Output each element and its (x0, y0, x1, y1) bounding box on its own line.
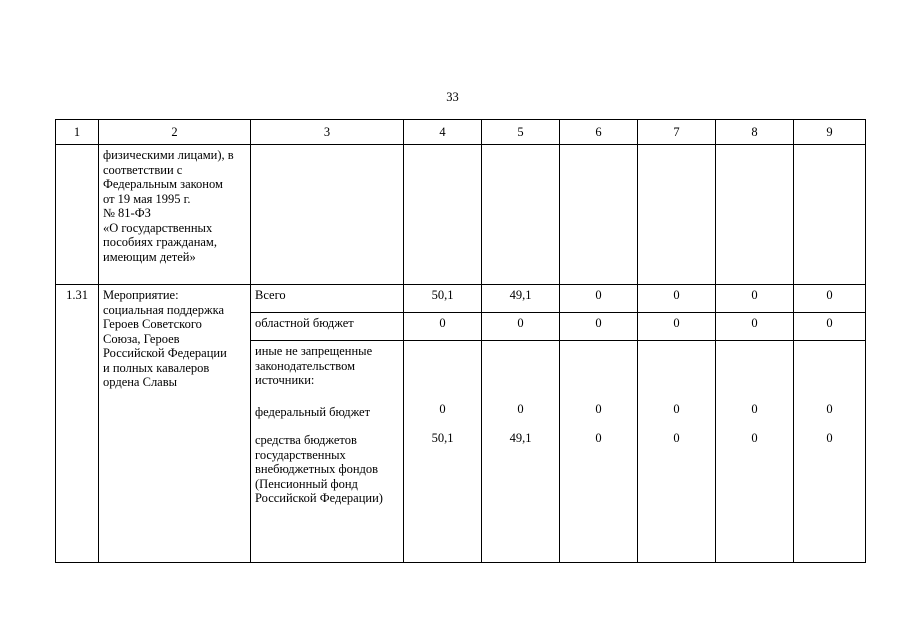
continuation-text-line: № 81-ФЗ (103, 206, 151, 220)
federal-value: 0 (595, 402, 602, 416)
sources-label-line: источники: (255, 373, 315, 387)
value-cell: 0 (560, 313, 638, 341)
row-label-regional: областной бюджет (251, 313, 404, 341)
funds-label-line: внебюджетных фондов (255, 462, 379, 476)
value-cell: 0 (638, 313, 716, 341)
item-title-line: Российской Федерации (103, 346, 227, 360)
funds-label-line: средства бюджетов (255, 433, 357, 447)
federal-value: 0 (439, 402, 446, 416)
item-title-cell (99, 285, 251, 563)
column-header: 4 (404, 120, 482, 145)
continuation-text-line: Федеральным законом (103, 177, 223, 191)
sources-label-cell (251, 341, 404, 563)
funds-value: 0 (751, 430, 758, 445)
continuation-text-line: пособиях гражданам, (103, 235, 217, 249)
budget-table (55, 119, 866, 563)
funds-label-line: (Пенсионный фонд (255, 476, 358, 491)
value-cell: 49,1 (482, 285, 560, 313)
value-column-cell (404, 341, 482, 563)
funds-value: 0 (673, 430, 680, 445)
item-title-line: социальная поддержка (103, 302, 225, 317)
funds-label-line: государственных (255, 447, 346, 462)
federal-value: 0 (826, 402, 833, 416)
item-number: 1.31 (56, 285, 99, 563)
value-cell: 0 (716, 285, 794, 313)
continuation-text-line: физическими лицами), в (103, 148, 234, 162)
continuation-row (56, 145, 866, 285)
empty-cell (482, 145, 560, 285)
value-cell: 0 (716, 313, 794, 341)
value-column-cell (560, 341, 638, 563)
continuation-text-line: соответствии с (103, 162, 183, 177)
sources-label-line: иные не запрещенные (255, 344, 373, 358)
column-header: 2 (99, 120, 251, 145)
value-column-cell (482, 341, 560, 563)
value-cell: 50,1 (404, 285, 482, 313)
empty-cell (560, 145, 638, 285)
column-header: 1 (56, 120, 99, 145)
column-header: 5 (482, 120, 560, 145)
column-header: 8 (716, 120, 794, 145)
federal-value: 0 (673, 402, 680, 416)
funds-value: 49,1 (509, 430, 532, 445)
empty-cell (794, 145, 866, 285)
sources-label-line: законодательством (255, 358, 356, 373)
value-cell: 0 (794, 285, 866, 313)
item-title-line: Мероприятие: (103, 288, 179, 302)
item-title-line: Героев Советского (103, 317, 202, 331)
funds-value: 0 (826, 430, 833, 445)
value-cell: 0 (560, 285, 638, 313)
value-cell: 0 (638, 285, 716, 313)
value-column-cell (716, 341, 794, 563)
table-header-row (56, 120, 866, 145)
column-header: 7 (638, 120, 716, 145)
value-column-cell (638, 341, 716, 563)
funds-label-line: Российской Федерации) (255, 491, 383, 505)
value-cell: 0 (404, 313, 482, 341)
continuation-text-line: от 19 мая 1995 г. (103, 191, 191, 206)
page-number: 33 (446, 90, 459, 104)
item-total-row (56, 285, 866, 313)
empty-cell (404, 145, 482, 285)
item-title-line: Союза, Героев (103, 331, 180, 346)
row-label-total: Всего (251, 285, 404, 313)
continuation-text-line: имеющим детей» (103, 249, 196, 264)
funds-value: 50,1 (431, 430, 454, 445)
row-label-federal: федеральный бюджет (255, 404, 371, 419)
federal-value: 0 (751, 402, 758, 416)
value-cell: 0 (794, 313, 866, 341)
column-header: 3 (251, 120, 404, 145)
column-header: 6 (560, 120, 638, 145)
column-header: 9 (794, 120, 866, 145)
funds-value: 0 (595, 430, 602, 445)
continuation-number-cell (56, 145, 99, 285)
empty-cell (716, 145, 794, 285)
value-cell: 0 (482, 313, 560, 341)
empty-cell (251, 145, 404, 285)
federal-value: 0 (517, 402, 524, 416)
item-title-line: и полных кавалеров (103, 360, 210, 375)
empty-cell (638, 145, 716, 285)
value-column-cell (794, 341, 866, 563)
continuation-description-cell (99, 145, 251, 285)
item-title-line: ордена Славы (103, 375, 178, 389)
continuation-text-line: «О государственных (103, 220, 213, 235)
